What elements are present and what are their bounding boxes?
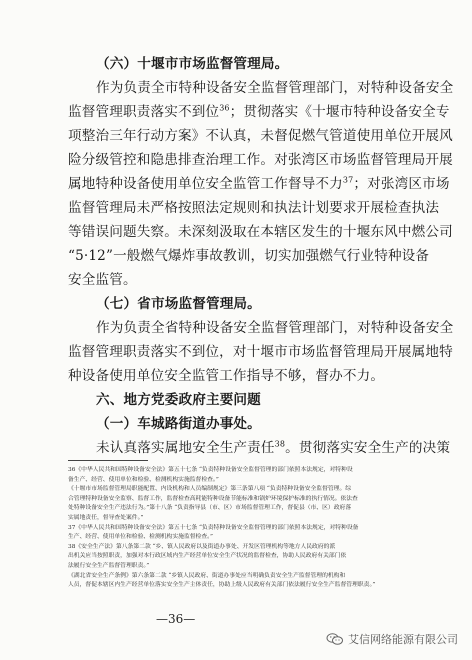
body-line [68, 196, 448, 220]
footnote-line: 出机关应当按照职责，加强对本行政区域内生产经营单位安全生产状况的监督检查，协助人民政府有关部门依 [68, 553, 347, 560]
section-heading [68, 388, 448, 412]
line-text: 监督管理职责落实不到位，对十堰市市场监督管理局开展属地特 [68, 344, 453, 360]
wechat-watermark [326, 631, 458, 647]
line-text: “5·12”一般燃气爆炸事故教训，切实加强燃气行业特种设备 [68, 248, 430, 264]
footnote-line: 37《中华人民共和国特种设备安全法》第五十七条 “负责特种设备安全监督管理的部门依照本法规定，对特种设备 [68, 524, 359, 531]
body-line [68, 316, 454, 340]
line-text: 安全监管。 [68, 272, 137, 288]
footnote-line: 实属地责任，督导查处案件。” [68, 514, 144, 521]
line-text-continued: ；贯彻落实《十堰市特种设备安全专 [229, 104, 450, 120]
footnote-line: 《湖北省安全生产条例》第六条第二款 “乡镇人民政府、街道办事处应当明确负责安全生产监督管理的机构和 [68, 572, 346, 579]
line-text-continued: 。贯彻落实安全生产的决策 [285, 440, 451, 456]
watermark-text: 艾信网络能源有限公司 [348, 633, 458, 646]
body-line [68, 220, 453, 244]
footnote-line: 人员，督促本辖区内生产经营单位落实安全生产主体责任，协助上级人民政府有关部门依法履行安全生产监督管理职责。” [68, 582, 376, 589]
line-text: 种设备使用单位安全监管工作指导不够，督办不力。 [68, 368, 385, 384]
line-text: 监督管理职责落实不到位 [68, 104, 220, 120]
line-text: 属地特种设备使用单位安全监管工作督导不力 [68, 176, 343, 192]
body-line [68, 268, 448, 292]
line-text: 险分级管控和隐患排查治理工作。对张湾区市场监督管理局开展 [68, 152, 453, 168]
line-text: 未认真落实属地安全生产责任 [96, 440, 275, 456]
line-text: 等错误问题失察。未深刻汲取在本辖区发生的十堰东风中燃公司 [68, 224, 453, 240]
footnote-line: 38《安全生产法》第八条第二款 “乡、镇人民政府以及街道办事处、开发区管理机构等地方人民政府的派 [68, 543, 336, 550]
footnote-line: 合管理特种设备安全监察、监督工作，监督检查高耗能特种设备节能标准和锅炉环境保护标准的执行情况。依法查 [68, 495, 358, 502]
body-line [68, 148, 453, 172]
line-text: （六）十堰市市场监督管理局。 [96, 56, 289, 72]
footnote-marker: 38 [274, 439, 286, 449]
line-text-continued: ；对张湾区市场 [353, 176, 450, 192]
footnote-line: 《十堰市市场监督管理局职能配置、内设机构和人员编制规定》第三条第八项 “负责特种设备安全监督管理。综 [68, 486, 352, 493]
line-text: 监督管理局未严格按照法定规则和执法计划要求开展检查执法 [68, 200, 440, 216]
body-line [68, 340, 453, 364]
section-heading [68, 412, 448, 436]
body-line [68, 436, 451, 460]
line-text: 作为负责全省特种设备安全监督管理部门，对特种设备安全 [96, 320, 454, 336]
line-text: 六、地方党委政府主要问题 [96, 392, 261, 408]
line-text: 作为负责全市特种设备安全监督管理部门，对特种设备安全 [96, 80, 454, 96]
body-line [68, 172, 448, 196]
line-text: （七）省市场监督管理局。 [96, 296, 261, 312]
body-line [68, 100, 448, 124]
body-line [68, 244, 448, 268]
section-heading [68, 52, 448, 76]
section-heading [68, 292, 448, 316]
footnote-rule [68, 460, 148, 461]
body-line [68, 364, 448, 388]
footnote-line: 处特种设备安全生产违法行为。”第十八条 “负责指导县（市、区）市场监督管理工作，督促县（市、区）政府落 [68, 505, 352, 512]
footnote-line: 备生产、经营、使用单位和检验、检测机构实施监督检查。” [68, 476, 219, 483]
footnotes [68, 466, 448, 591]
line-text: 项整治三年行动方案》不认真，未督促燃气管道使用单位开展风 [68, 128, 453, 144]
line-text: （一）车城路街道办事处。 [96, 416, 261, 432]
body-text [68, 52, 454, 460]
page-number: —36— [156, 612, 196, 626]
footnote-marker: 36 [219, 103, 230, 113]
footnote-line: 法履行安全生产监督管理职责。” [68, 562, 150, 569]
body-line [68, 124, 453, 148]
wechat-icon [326, 633, 344, 645]
footnote-line: 生产、经营、使用单位和检验、检测机构实施监督检查。” [68, 534, 213, 541]
footnote-marker: 37 [342, 175, 354, 185]
body-line [68, 76, 454, 100]
footnote-line: 36《中华人民共和国特种设备安全法》第五十七条 “负责特种设备安全监督管理的部门依照本法规定，对特种设 [68, 467, 353, 473]
